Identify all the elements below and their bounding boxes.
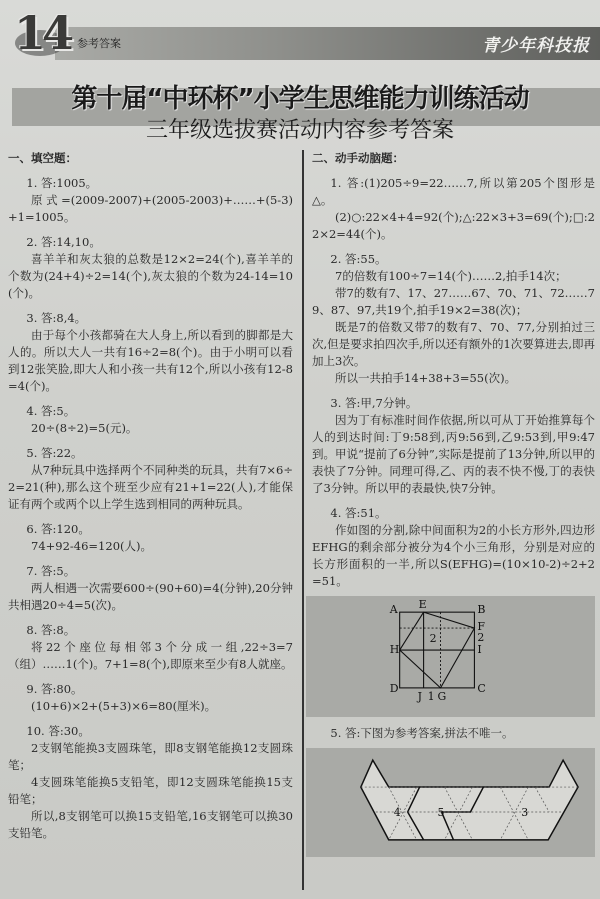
point-label: B	[477, 603, 486, 617]
point-label: C	[477, 681, 486, 695]
section-heading: 二、动手动脑题：	[312, 151, 404, 165]
answer-item	[8, 234, 293, 302]
explanation-text: 所以一共拍手14+38+3=55(次)。	[335, 371, 517, 385]
point-label: E	[418, 598, 427, 612]
explanation-text: 由于每个小孩都骑在大人身上,所以看到的脚都是大人的。所以大人一共有16÷2=8(个)。由于小明可以看到12张笑脸,即大人和小孩一共有12个,所以小孩有12-8=4(个)。	[8, 328, 293, 393]
header-label: 参考答案	[77, 37, 121, 50]
explanation-text: 带7的数有7、17、27……67、70、71、72……79、87、97,共19个,拍手19×2=38(次)；	[312, 286, 595, 317]
answer-line: 7. 答:5。	[26, 564, 76, 578]
explanation-text: 将22个座位每相邻3个分成一组,22÷3=7（组）……1(个)。7+1=8(个),即原来至少有8人就座。	[8, 640, 293, 671]
answer-item	[312, 251, 595, 387]
point-label: 2	[429, 632, 437, 646]
page-title: 第十届“中环杯”小学生思维能力训练活动	[71, 84, 529, 114]
answer-line: 2. 答:14,10。	[26, 235, 101, 249]
answer-line: 5. 答:22。	[26, 446, 83, 460]
answer-item	[312, 725, 595, 742]
point-label: I	[477, 643, 482, 657]
answer-line: 9. 答:80。	[26, 682, 83, 696]
point-label: H	[389, 643, 400, 657]
point-label: 2	[477, 631, 485, 645]
explanation-text: 两人相遇一次需要600÷(90+60)=4(分钟),20分钟共相遇20÷4=5(次)。	[8, 581, 293, 612]
explanation-text: 7的倍数有100÷7=14(个)……2,拍手14次；	[335, 269, 567, 283]
explanation-text: 喜羊羊和灰太狼的总数是12×2=24(个),喜羊羊的个数为(24+4)÷2=14(个),灰太狼的个数为24-14=10(个)。	[8, 252, 293, 300]
explanation-text: 所以,8支钢笔可以换15支铅笔,16支钢笔可以换30支铅笔。	[8, 809, 293, 840]
answer-line: 1. 答:1005。	[26, 176, 98, 190]
figure-tangram-shape	[306, 748, 595, 857]
answer-item	[8, 445, 293, 513]
explanation-text: 2支钢笔能换3支圆珠笔，即8支钢笔能换12支圆珠笔；	[8, 741, 293, 772]
explanation-text: (10+6)×2+(5+3)×6=80(厘米)。	[31, 699, 217, 713]
figure-square-efhg	[306, 596, 595, 717]
explanation-text: 因为丁有标准时间作依据,所以可从丁开始推算每个人的到达时间:丁9:58到,丙9:56到,乙9:53到,甲9:47到。甲说“提前了6分钟”,实际是提前了13分钟,所以甲的表快了7分钟。同理可得,乙、丙的表不快不慢,丁的表快了3分钟。所以甲的表最快,快7分钟。	[312, 413, 595, 495]
point-label: J	[417, 689, 423, 703]
section-heading: 一、填空题：	[8, 151, 77, 165]
explanation-text: 4支圆珠笔能换5支铅笔，即12支圆珠笔能换15支铅笔；	[8, 775, 293, 806]
answer-line: 5. 答:下图为参考答案,拼法不唯一。	[330, 726, 514, 740]
explanation-text: 74+92-46=120(人)。	[31, 539, 152, 553]
explanation-text: 既是7的倍数又带7的数有7、70、77,分别拍过三次,但是要求拍四次手,所以还有额外的1次要算进去,即再加上3次。	[312, 320, 595, 368]
page-subtitle: 三年级选拔赛活动内容参考答案	[145, 118, 454, 143]
answer-line: 4. 答:51。	[330, 506, 387, 520]
left-column	[8, 150, 293, 842]
answer-line: 8. 答:8。	[26, 623, 76, 637]
right-column	[312, 150, 595, 857]
answer-item	[8, 403, 293, 437]
answer-item	[8, 681, 293, 715]
newspaper-brand: 青少年科技报	[482, 36, 590, 56]
piece-label: 3	[521, 805, 529, 819]
answer-item	[8, 310, 293, 395]
answer-item	[312, 175, 595, 243]
answer-item	[8, 622, 293, 673]
point-label: 1	[427, 689, 435, 703]
explanation-text: 从7种玩具中选择两个不同种类的玩具，共有7×6÷2=21(种),那么这个班至少应有21+1=22(人),才能保证有两个或两个以上学生选到相同的两种玩具。	[8, 463, 293, 511]
answer-item	[8, 723, 293, 842]
answer-item	[8, 175, 293, 226]
answer-line: 6. 答:120。	[26, 522, 90, 536]
answer-line: 10. 答:30。	[26, 724, 90, 738]
answer-line: 2. 答:55。	[330, 252, 387, 266]
explanation-text: 20÷(8÷2)=5(元)。	[31, 421, 138, 435]
answer-line: 3. 答:甲,7分钟。	[330, 396, 418, 410]
column-divider	[302, 150, 304, 890]
point-label: F	[477, 620, 486, 634]
explanation-text: 原式=(2009-2007)+(2005-2003)+……+(5-3)+1=1005。	[8, 193, 293, 224]
answer-line: 3. 答:8,4。	[26, 311, 87, 325]
explanation-text: (2)○:22×4+4=92(个);△:22×3+3=69(个);□:22×2=44(个)。	[312, 210, 595, 241]
point-label: D	[389, 681, 399, 695]
piece-label: 5	[437, 805, 445, 819]
answer-line: 1. 答:(1)205÷9=22……7,所以第205个图形是△。	[312, 176, 595, 207]
answer-line: 4. 答:5。	[26, 404, 76, 418]
page-number: 14	[14, 6, 71, 60]
piece-label: 4	[393, 805, 401, 819]
point-label: G	[437, 689, 447, 703]
answer-item	[8, 521, 293, 555]
point-label: A	[389, 603, 398, 617]
explanation-text: 作如图的分割,除中间面积为2的小长方形外,四边形EFHG的剩余部分被分为4个小三角形，分别是对应的长方形面积的一半,所以S(EFHG)=(10×10-2)÷2+2=51。	[312, 523, 595, 588]
answer-item	[312, 395, 595, 497]
answer-item	[8, 563, 293, 614]
answer-item	[312, 505, 595, 590]
